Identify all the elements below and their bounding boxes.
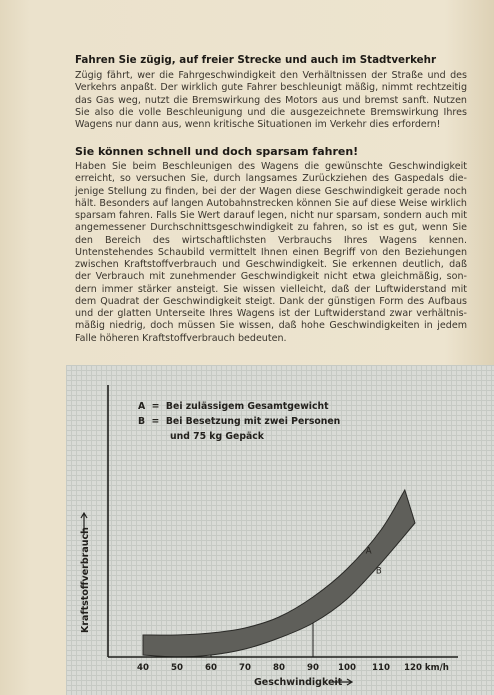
section-paragraph [75, 161, 467, 345]
x-tick-label: 60 [205, 663, 217, 673]
text-line: wirklich sparsam fahren. Falls Sie Wert darauf legen, nicht nur sparsam, sondern [75, 197, 467, 221]
text-line: dern immer stärker ansteigt. Sie wissen vielleicht, daß der Luftwiderstand mit [75, 283, 467, 295]
text-line: jenige Stellung zu finden, bei der der Wagen diese Geschwindigkeit gerade [75, 185, 441, 197]
text-line: auch mit angemessener Durchschnittsgeschwindigkeit zu fahren, so ist es gut, [75, 210, 467, 234]
text-line: erreicht, so versuchen Sie, durch langsames Zurückziehen des Gaspedals die- [75, 173, 467, 185]
text-line: der Verbrauch mit zunehmender Geschwindigkeit nicht etwa gleichmäßig, son- [75, 271, 467, 283]
text-line: mäßig niedrig, doch müssen Sie wissen, daß hohe Geschwindigkeiten in jedem [75, 320, 467, 332]
x-tick-label: 100 [338, 663, 356, 673]
fuel-consumption-chart [66, 365, 494, 695]
text-line: das Gas weg, nutzt die Bremswirkung des Motors aus und bremst sanft. Nutzen [75, 94, 467, 106]
section-fast-and-economical [75, 145, 467, 345]
y-axis-label: Kraftstoffverbrauch [80, 527, 91, 633]
x-axis-label: Geschwindigkeit [254, 677, 343, 688]
text-line: noch hält. Besonders auf langen Autobahnstrecken können Sie auf diese Weise [75, 185, 467, 209]
section-paragraph [75, 70, 467, 131]
x-tick-label: 90 [307, 663, 319, 673]
text-line: dem Quadrat der Geschwindigkeit steigt. Dank der günstigen Form des Aufbaus [75, 295, 467, 307]
text-line: Sie also die volle Beschleunigung und die ausgezeichnete Bremswirkung Ihres [75, 106, 467, 118]
text-line: wenn Sie den Bereich des wirtschaftlichsten Verbrauchs Ihres Wagens kennen. [75, 222, 467, 246]
series-label-b: B [375, 566, 382, 577]
legend-line-b: B = Bei Besetzung mit zwei Personen [138, 416, 341, 427]
text-line: Zügig fährt, wer die Fahrgeschwindigkeit den Verhältnissen der Straße und des [75, 70, 467, 81]
section-heading: Fahren Sie zügig, auf freier Strecke und auch im Stadtverkehr [75, 54, 437, 66]
x-tick-label: 40 [137, 663, 149, 673]
legend-line-b-cont: und 75 kg Gepäck [170, 431, 264, 442]
x-tick-label: 70 [239, 663, 251, 673]
section-heading: Sie können schnell und doch sparsam fahren! [75, 145, 359, 158]
consumption-band [143, 490, 415, 657]
legend-line-a: A = Bei zulässigem Gesamtgewicht [138, 401, 329, 412]
x-tick-labels [137, 663, 449, 673]
x-tick-label: 110 [372, 663, 390, 673]
x-tick-label: 50 [171, 663, 183, 673]
text-line: zwischen Kraftstoffverbrauch und Geschwindigkeit. Sie erkennen deutlich, daß [75, 259, 467, 270]
text-line: und der glatten Unterseite Ihres Wagens ist der Luftwiderstand zwar verhältnis- [75, 308, 467, 319]
text-line: Falle höheren Kraftstoffverbrauch bedeuten. [75, 332, 287, 344]
text-line: Verkehrs anpaßt. Der wirklich gute Fahrer beschleunigt mäßig, nimmt rechtzeitig [75, 82, 467, 94]
chart-svg [66, 365, 494, 695]
x-tick-label: 80 [273, 663, 285, 673]
text-line: Wagens nur dann aus, wenn kritische Situationen im Verkehr dies erfordern! [75, 119, 441, 130]
series-label-a: A [365, 546, 372, 557]
text-line: Haben Sie beim Beschleunigen des Wagens die gewünschte Geschwindigkeit [75, 161, 467, 172]
section-driving-smoothly [75, 54, 467, 131]
x-tick-label: 120 km/h [404, 663, 449, 673]
text-line: Untenstehendes Schaubild vermittelt Ihnen einen Begriff von den Beziehungen [75, 246, 467, 258]
